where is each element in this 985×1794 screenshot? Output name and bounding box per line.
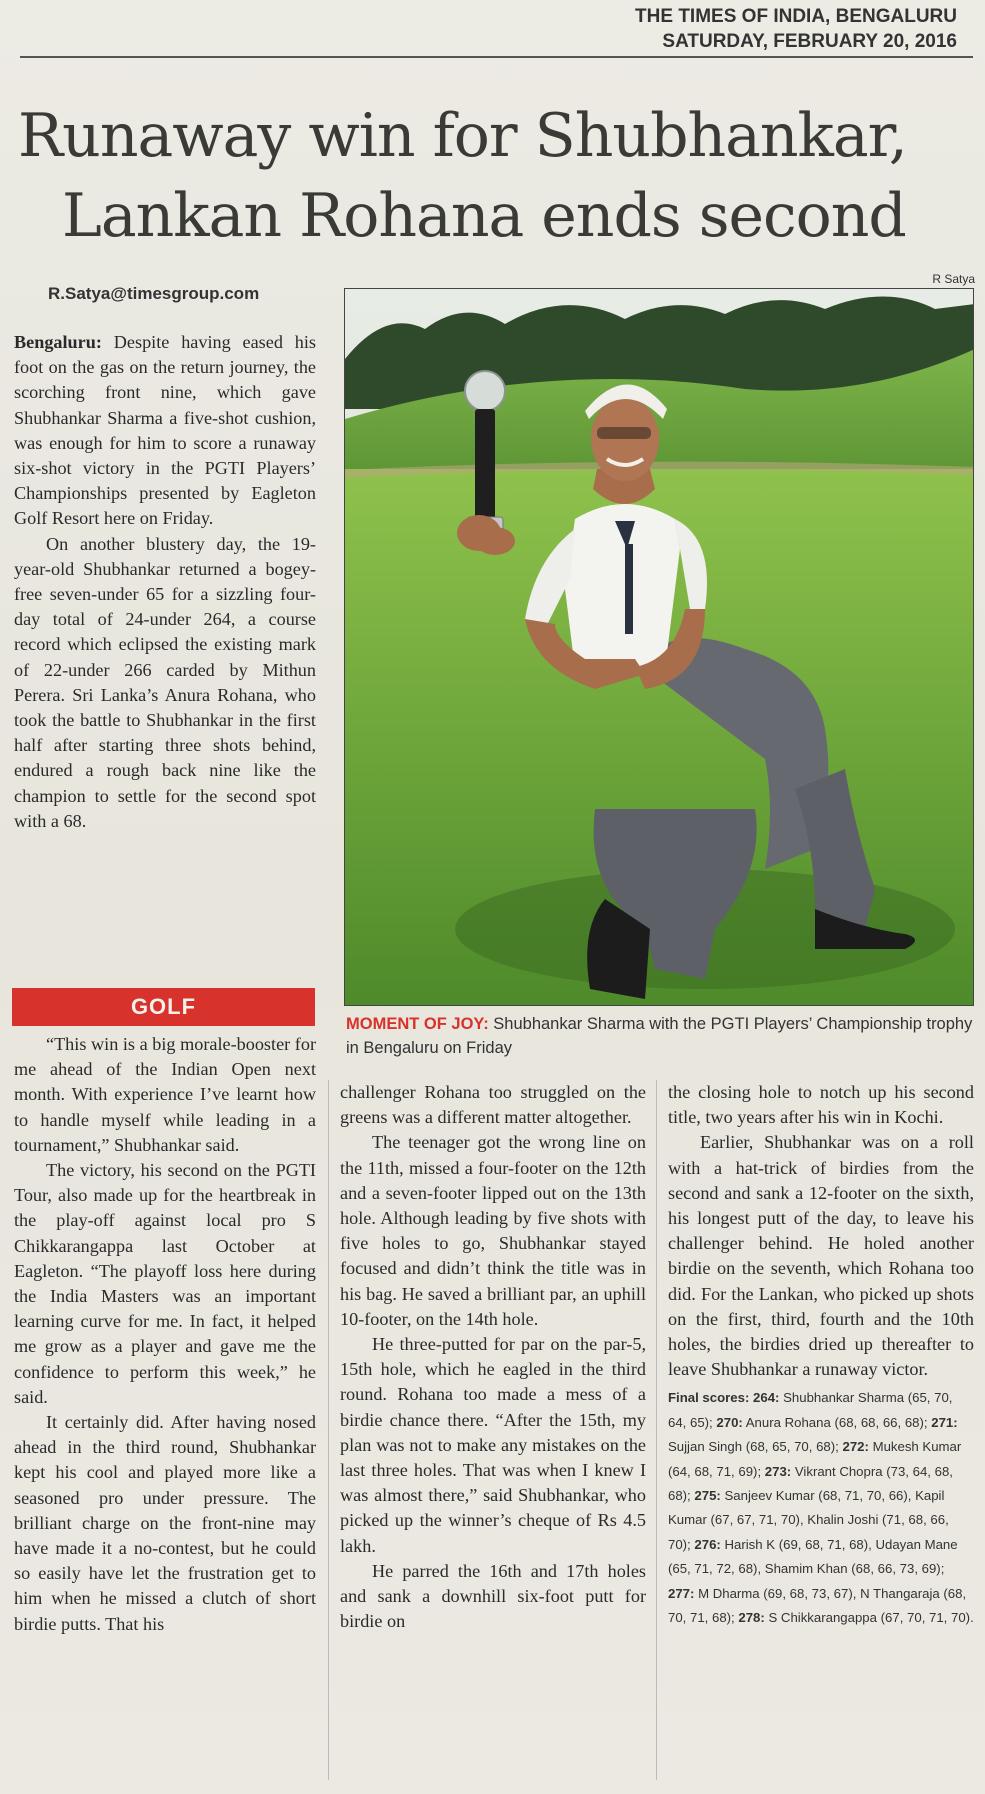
score-entries: Sanjeev Kumar (68, 71, 70, 66), Kapil Kumar (67, 67, 71, 70), Khalin Joshi (71, 68, 66, 70);	[668, 1488, 949, 1552]
column-divider-1	[328, 1080, 329, 1780]
headline-line-2: Lankan Rohana ends second	[62, 181, 906, 251]
section-tag: GOLF	[12, 988, 315, 1026]
score-total: 264:	[753, 1390, 780, 1406]
caption-text: Shubhankar Sharma with the PGTI Players’ Championship trophy in Bengaluru on Friday	[346, 1015, 973, 1057]
scores-label: Final scores:	[668, 1390, 750, 1406]
score-entries: Shubhankar Sharma (65, 70, 64, 65);	[668, 1390, 953, 1430]
paragraph-11: Earlier, Shubhankar was on a roll with a hat-trick of birdies from the second and sank a 12-footer on the sixth, his longest putt of the day, to leave his challenger behind. He holed another birdie on the seventh, which Rohana too did. For the Lankan, who picked up shots on the first, third, fourth and the 10th holes, the birdies dried up thereafter to leave Shubhankar a runaway victor.	[668, 1132, 974, 1380]
paragraph-6: challenger Rohana too struggled on the greens was a different matter altogether.	[340, 1082, 646, 1128]
score-entries: S Chikkarangappa (67, 70, 71, 70).	[768, 1610, 974, 1626]
score-total: 271:	[931, 1414, 958, 1430]
masthead-date: SATURDAY, FEBRUARY 20, 2016	[662, 31, 957, 52]
paragraph-2: On another blustery day, the 19-year-old Shubhankar returned a bogey-free seven-under 65 for a sizzling four-day total of 24-under 264, a course record which eclipsed the existing mark of 22-under 266 carded by Mithun Perera. Sri Lanka’s Anura Rohana, who took the battle to Shubhankar in the first half after starting three shots behind, endured a rough back nine like the champion to settle for the second spot with a 68.	[14, 533, 316, 831]
masthead	[635, 4, 957, 54]
caption-lead: MOMENT OF JOY:	[346, 1015, 489, 1033]
score-total: 273:	[764, 1463, 792, 1479]
score-entries: M Dharma (69, 68, 73, 67), N Thangaraja (68, 70, 71, 68);	[668, 1585, 967, 1626]
article-column-1-top	[14, 330, 316, 834]
masthead-rule	[20, 56, 973, 58]
score-total: 277:	[668, 1585, 695, 1601]
score-entries: Anura Rohana (68, 68, 66, 68);	[745, 1414, 928, 1430]
photo-credit: R Satya	[932, 272, 975, 286]
paragraph-3: “This win is a big morale-booster for me ahead of the Indian Open next month. With experience I’ve learnt how to handle myself while leading in a tournament,” Shubhankar said.	[14, 1034, 316, 1155]
paragraph-10: the closing hole to notch up his second title, two years after his win in Kochi.	[668, 1082, 974, 1128]
article-column-2	[340, 1080, 646, 1634]
score-entries: Mukesh Kumar (64, 68, 71, 69);	[668, 1439, 962, 1479]
headline	[18, 96, 978, 256]
final-scores	[668, 1386, 974, 1630]
score-group	[738, 1610, 973, 1625]
article-column-1-bottom	[14, 1032, 316, 1637]
masthead-paper: THE TIMES OF INDIA, BENGALURU	[635, 6, 957, 27]
score-total: 278:	[738, 1610, 765, 1626]
photo-caption	[346, 1012, 976, 1060]
score-group	[668, 1537, 958, 1576]
score-total: 275:	[694, 1488, 721, 1504]
score-entries: Sujjan Singh (68, 65, 70, 68);	[668, 1439, 839, 1455]
golfer-trophy-photo	[344, 288, 974, 1006]
dateline: Bengaluru:	[14, 332, 102, 352]
paragraph-5: It certainly did. After having nosed ahead in the third round, Shubhankar kept his cool and played more like a seasoned pro under pressure. The brilliant charge on the front-nine may have made it a no-contest, but he could so easily have let the frustration get to him when he missed a clutch of short birdie putts. That his	[14, 1412, 316, 1634]
paragraph-4: The victory, his second on the PGTI Tour, also made up for the heartbreak in the play-off against local pro S Chikkarangappa last October at Eagleton. “The playoff loss here during the India Masters was an important learning curve for me. In fact, it helped me grow as a player and gave me the confidence to perform this week,” he said.	[14, 1160, 316, 1407]
paragraph-1	[14, 330, 316, 532]
paragraph-9: He parred the 16th and 17th holes and sank a downhill six-foot putt for birdie on	[340, 1560, 646, 1632]
score-entries: Harish K (69, 68, 71, 68), Udayan Mane (65, 71, 72, 68), Shamim Khan (68, 66, 73, 69);	[668, 1536, 958, 1577]
article-column-3	[668, 1080, 974, 1631]
score-group	[716, 1415, 927, 1430]
score-total: 276:	[694, 1536, 721, 1552]
headline-line-1: Runaway win for Shubhankar,	[18, 101, 907, 171]
paragraph-8: He three-putted for par on the par-5, 15th hole, which he eagled in the third round. Rohana too made a mess of a birdie chance there. “After the 15th, my plan was not to make any mistakes on the last three holes. That was when I knew I was almost there,” said Shubhankar, who picked up the winner’s cheque of Rs 4.5 lakh.	[340, 1334, 646, 1556]
byline: R.Satya@timesgroup.com	[48, 284, 260, 303]
paragraph-1-text: Despite having eased his foot on the gas on the return journey, the scorching front nine, which gave Shubhankar Sharma a five-shot cushion, was enough for him to score a runaway six-shot victory in the PGTI Players’ Championships presented by Eagleton Golf Resort here on Friday.	[14, 332, 317, 529]
paragraph-7: The teenager got the wrong line on the 11th, missed a four-footer on the 12th and a seven-footer lipped out on the 13th hole. Although leading by five shots with five holes to go, Shubhankar stayed focused and didn’t think the title was in his bag. He saved a brilliant par, an uphill 10-footer, on the 14th hole.	[340, 1132, 646, 1329]
photo-illustration	[345, 289, 974, 1006]
score-total: 270:	[716, 1414, 743, 1430]
score-total: 272:	[842, 1439, 869, 1455]
column-divider-2	[656, 1080, 657, 1780]
score-entries: Vikrant Chopra (73, 64, 68, 68);	[668, 1463, 953, 1504]
